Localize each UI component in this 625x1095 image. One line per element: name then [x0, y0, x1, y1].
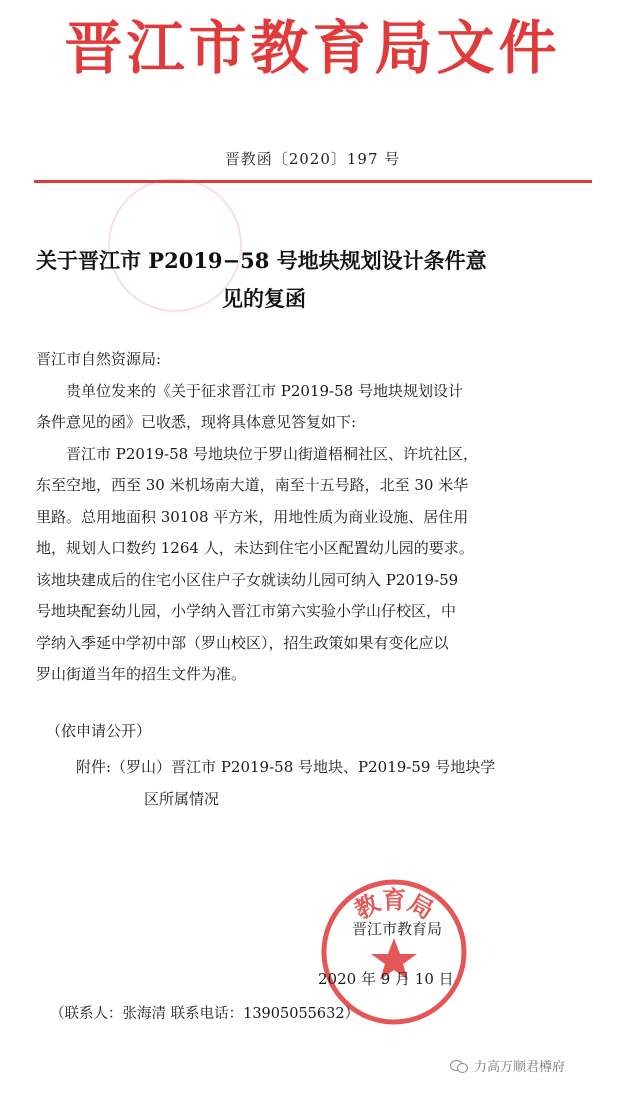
body-line: 里路。总用地面积 30108 平方米，用地性质为商业设施、居住用 [36, 507, 469, 526]
body-line: 贵单位发来的《关于征求晋江市 P2019-58 号地块规划设计 [66, 381, 463, 400]
document-title [36, 242, 596, 318]
wechat-icon [450, 1059, 468, 1073]
seal-text: 教育局 [349, 885, 439, 925]
body-line: 晋江市 P2019-58 号地块位于罗山街道梧桐社区、许坑社区， [66, 444, 478, 463]
body-line: 该地块建成后的住宅小区住户子女就读幼儿园可纳入 P2019-59 [36, 570, 459, 589]
body-line: 东至空地，西至 30 米机场南大道，南至十五号路，北至 30 米华 [36, 476, 469, 494]
header-title: 晋江市教育局文件 [64, 14, 561, 82]
title-line-1: 关于晋江市 P2019−58 号地块规划设计条件意 [36, 248, 487, 273]
contact-info: （联系人：张海清 联系电话：13905055632） [50, 1006, 360, 1022]
letter-body [36, 344, 596, 691]
red-divider [34, 180, 592, 183]
watermark-text: 力高万顺君樽府 [474, 1060, 566, 1075]
issue-date: 2020 年 9 月 10 日 [318, 970, 454, 988]
issuer-name: 晋江市教育局 [352, 920, 443, 938]
title-line-2: 见的复函 [222, 286, 306, 311]
body-line: 罗山街道当年的招生文件为准。 [36, 665, 247, 683]
body-line: 号地块配套幼儿园，小学纳入晋江市第六实验小学山仔校区，中 [36, 602, 457, 620]
addressee: 晋江市自然资源局: [36, 350, 162, 368]
attachment-line-1: 附件:（罗山）晋江市 P2019-58 号地块、P2019-59 号地块学 [76, 758, 496, 776]
body-line: 条件意见的函》已收悉，现将具体意见答复如下: [36, 413, 357, 431]
watermark [450, 1056, 565, 1075]
disclosure-note: （依申请公开） [46, 722, 152, 740]
body-line: 学纳入季延中学初中部（罗山校区），招生政策如果有变化应以 [36, 633, 449, 652]
document-number: 晋教函〔2020〕197 号 [224, 150, 401, 168]
attachment-line-2: 区所属情况 [144, 790, 220, 808]
body-line: 地，规划人口数约 1264 人，未达到住宅小区配置幼儿园的要求。 [36, 539, 474, 557]
